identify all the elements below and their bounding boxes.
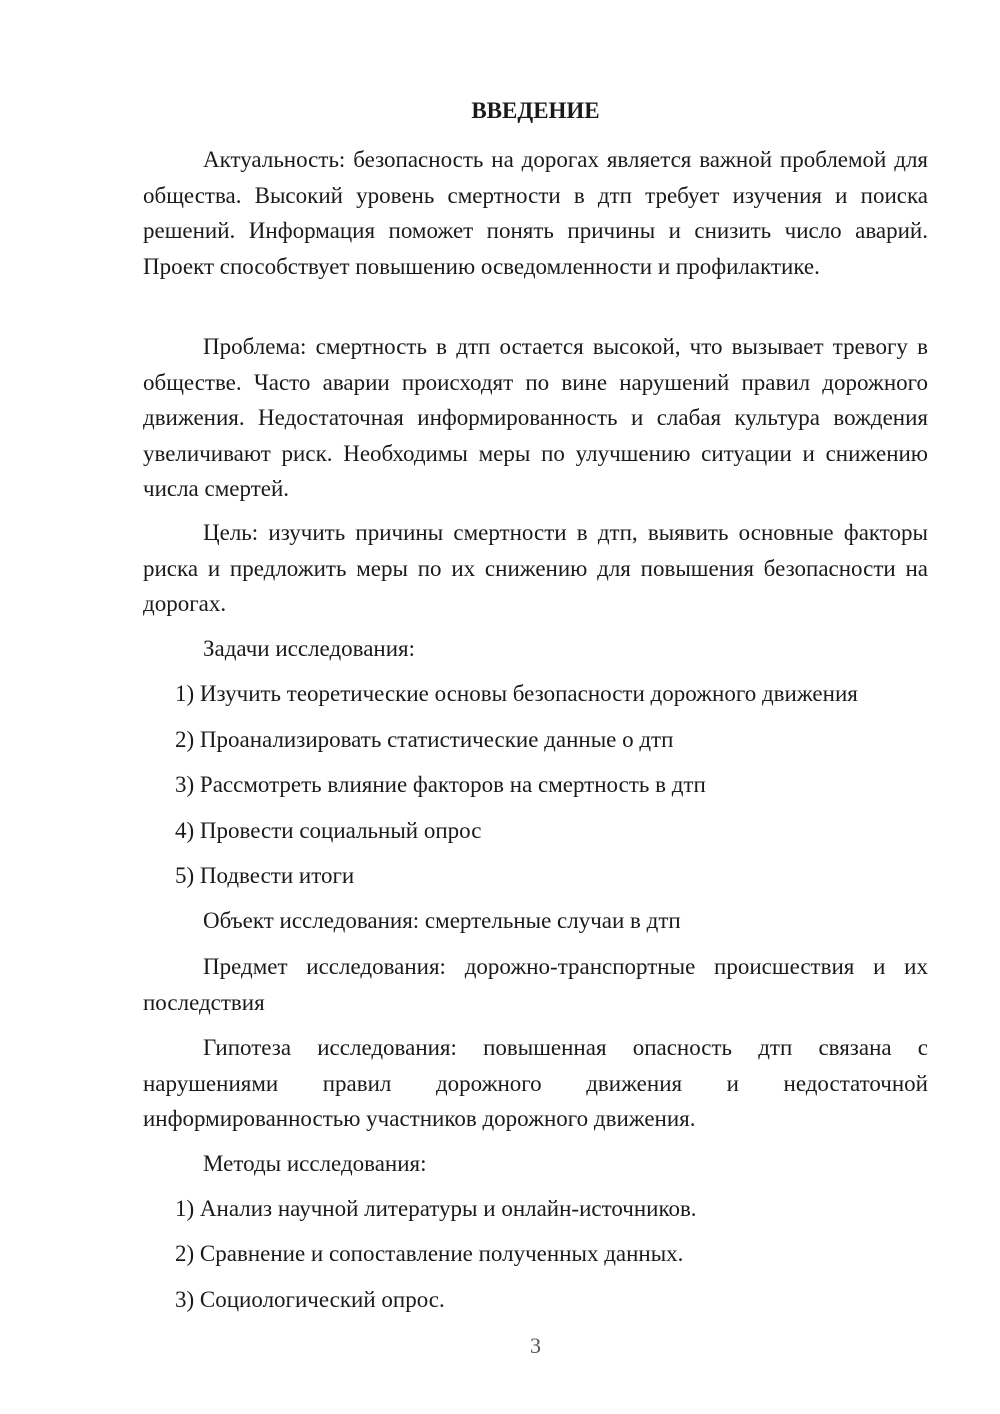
task-item: 5) Подвести итоги <box>175 863 355 888</box>
task-item: 4) Провести социальный опрос <box>175 818 482 843</box>
page-number: 3 <box>530 1333 541 1358</box>
tasks-heading: Задачи исследования: <box>203 636 416 661</box>
subject-paragraph: Предмет исследования: дорожно-транспортные происшествия и их последствия <box>143 954 928 1015</box>
method-item: 3) Социологический опрос. <box>175 1287 445 1312</box>
method-item: 1) Анализ научной литературы и онлайн-источников. <box>175 1196 697 1221</box>
object-paragraph: Объект исследования: смертельные случаи в дтп <box>203 908 681 933</box>
hypothesis-paragraph: Гипотеза исследования: повышенная опасность дтп связана с нарушениями правил дорожного движения и недостаточной информированностью участников дорожного движения. <box>143 1035 928 1131</box>
goal-paragraph: Цель: изучить причины смертности в дтп, выявить основные факторы риска и предложить меры по их снижению для повышения безопасности на дорогах. <box>143 520 928 616</box>
page-title: ВВЕДЕНИЕ <box>471 98 600 123</box>
methods-heading: Методы исследования: <box>203 1151 427 1176</box>
task-item: 2) Проанализировать статистические данные о дтп <box>175 727 674 752</box>
task-item: 3) Рассмотреть влияние факторов на смертность в дтп <box>175 772 706 797</box>
relevance-paragraph: Актуальность: безопасность на дорогах является важной проблемой для общества. Высокий уровень смертности в дтп требует изучения и поиска решений. Информация поможет понять причины и снизить число аварий. Проект способствует повышению осведомленности и профилактике. <box>143 147 928 279</box>
method-item: 2) Сравнение и сопоставление полученных данных. <box>175 1241 684 1266</box>
task-item: 1) Изучить теоретические основы безопасности дорожного движения <box>175 681 858 706</box>
problem-paragraph: Проблема: смертность в дтп остается высокой, что вызывает тревогу в обществе. Часто аварии происходят по вине нарушений правил дорожного движения. Недостаточная информированность и слабая культура вождения увеличивают риск. Необходимы меры по улучшению ситуации и снижению числа смертей. <box>143 334 928 501</box>
